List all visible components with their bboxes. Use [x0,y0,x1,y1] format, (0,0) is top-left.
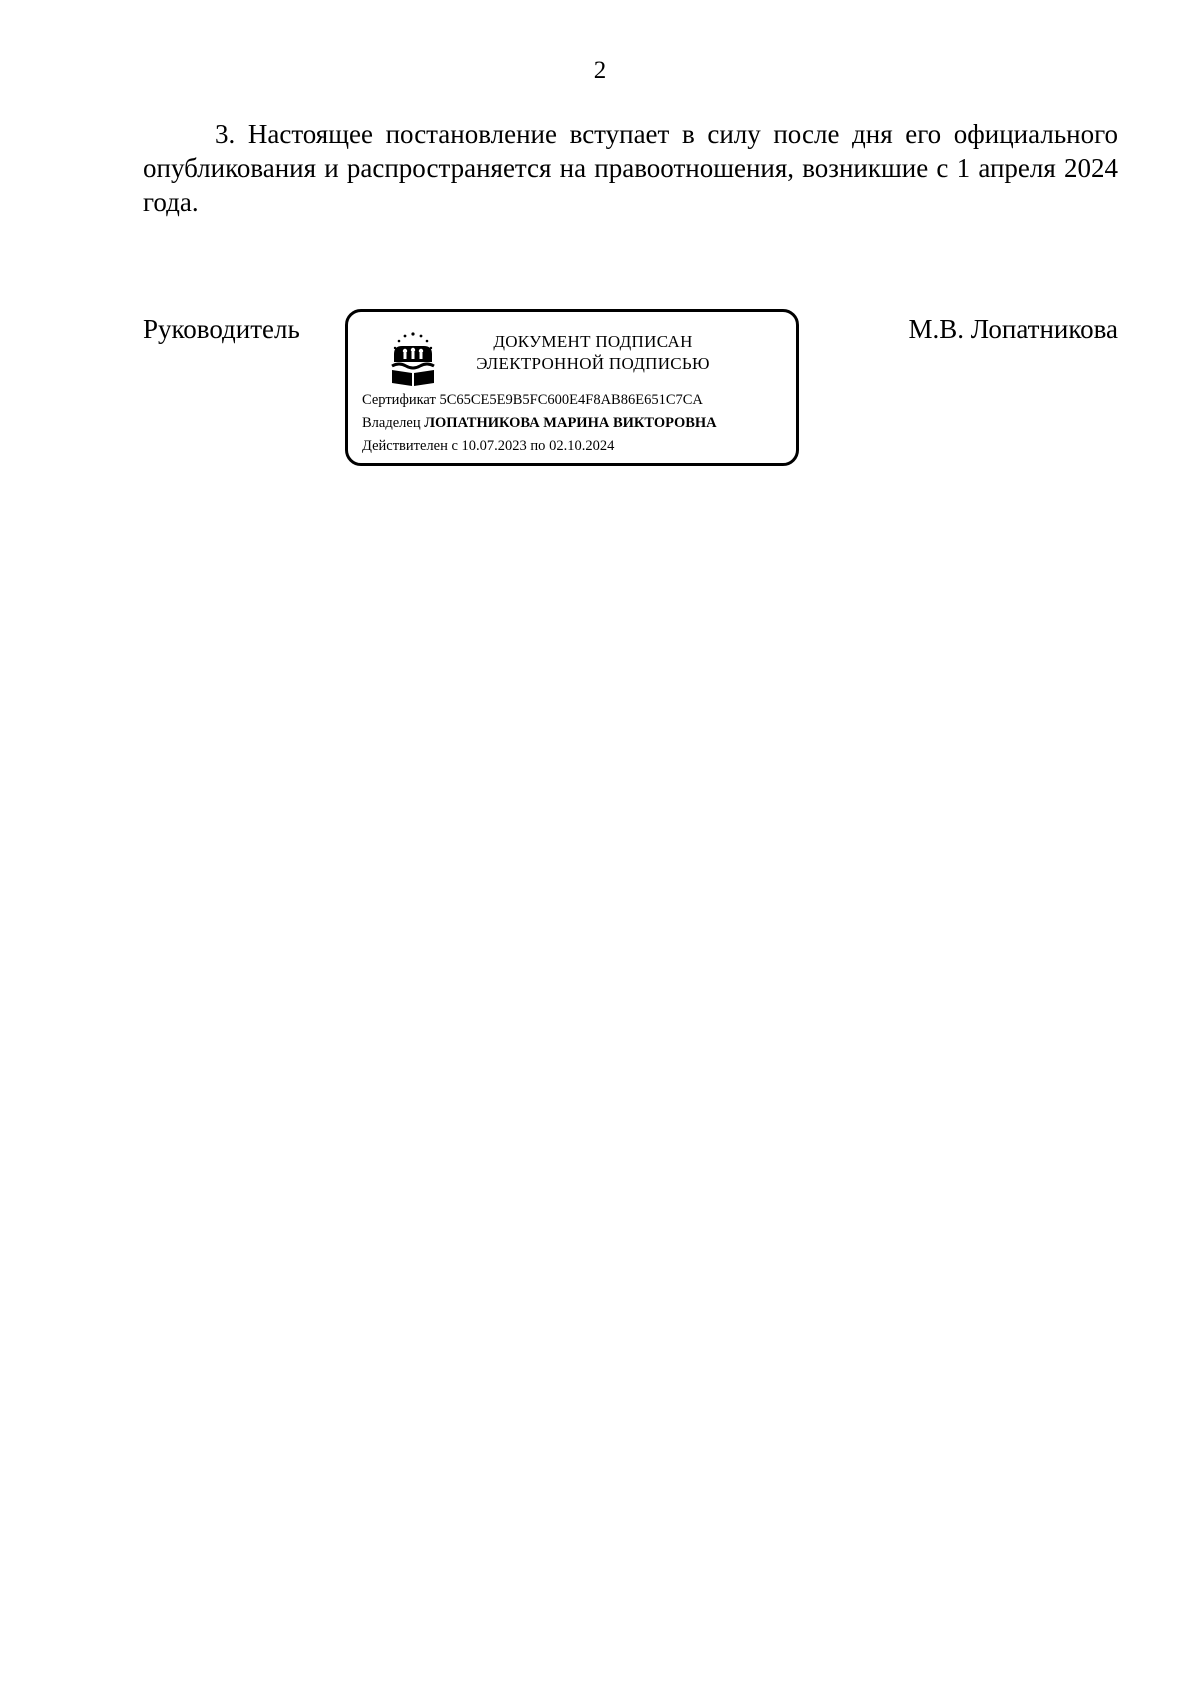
stamp-validity-line [362,437,614,455]
stamp-owner-line [362,414,717,432]
valid-label: Действителен с [362,438,458,454]
certificate-label: Сертификат [362,392,436,408]
certificate-value: 5C65CE5E9B5FC600E4F8AB86E651C7CA [439,392,703,408]
valid-from: 10.07.2023 [461,438,527,454]
stamp-certificate-line [362,391,703,409]
owner-value: ЛОПАТНИКОВА МАРИНА ВИКТОРОВНА [424,415,717,431]
electronic-signature-stamp [345,309,799,466]
book-and-waves-emblem-icon [388,328,438,388]
signature-name: М.В. Лопатникова [908,314,1118,344]
stamp-heading-line1: ДОКУМЕНТ ПОДПИСАН [493,332,693,351]
valid-to: 02.10.2024 [549,438,615,454]
valid-to-label: по [530,438,546,454]
owner-label: Владелец [362,415,421,431]
signature-title: Руководитель [143,314,300,344]
resolution-paragraph: 3. Настоящее постановление вступает в силу после дня его официального опубликования и распространяется на правоотношения, возникшие с 1 апреля 2024 года. [143,119,1118,217]
page-number: 2 [593,57,607,84]
stamp-heading-line2: ЭЛЕКТРОННОЙ ПОДПИСЬЮ [476,354,710,373]
stamp-heading [448,331,738,375]
